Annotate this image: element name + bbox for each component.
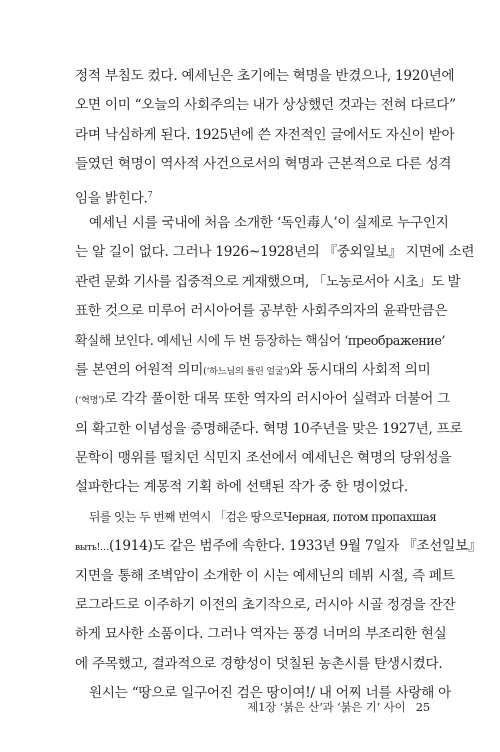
text-line: 원시는 “땅으로 일구어진 검은 땅이여!/ 내 어찌 너를 사랑해 아 xyxy=(89,685,452,702)
chapter-title: ‘붉은 산’과 ‘붉은 기’ 사이 xyxy=(279,700,406,714)
text-line: 는 알 길이 없다. 그러나 1926~1928년의 『중외일보』 지면에 소련 xyxy=(75,244,475,261)
text-line: 에 주목했고, 결과적으로 경향성이 덧칠된 농촌시를 탄생시켰다. xyxy=(75,655,443,672)
text-fragment: 를 본연의 어원적 의미 xyxy=(75,361,204,378)
text-line: 로그라드로 이주하기 이전의 초기작으로, 러시아 시골 정경을 잔잔 xyxy=(75,597,456,614)
text-line: 정적 부침도 컸다. 예세닌은 초기에는 혁명을 반겼으나, 1920년에 xyxy=(75,68,455,84)
text-line: 예세닌 시를 국내에 처음 소개한 ‘독인毒人’이 실제로 누구인지 xyxy=(89,214,449,231)
gloss-note: (‘하느님의 틀린 얼굴’) xyxy=(203,365,290,377)
title-continuation: выть!… xyxy=(75,542,109,554)
text-line: 뒤를 잇는 두 번째 번역시 「검은 땅으로Черная, потом пропахшая xyxy=(89,509,437,524)
chapter-label: 제1장 xyxy=(247,700,277,714)
text-line xyxy=(75,532,482,561)
text-line xyxy=(75,356,435,385)
text-line xyxy=(75,180,435,209)
text-fragment: (1914)도 같은 범주에 속한다. 1933년 9월 7일자 『조선일보』 xyxy=(108,538,482,555)
text-line xyxy=(75,385,451,414)
text-line: 확실해 보인다. 예세닌 시에 두 번 등장하는 핵심어 ‘преображение’ xyxy=(75,333,445,349)
text-line: 관련 문화 기사를 집중적으로 게재했으며, 「노농로서아 시초」도 발 xyxy=(75,273,461,290)
text-fragment: 와 동시대의 사회적 의미 xyxy=(289,361,431,378)
text-fragment: 로 각각 풀이한 대목 또한 역자의 러시아어 실력과 더불어 그 xyxy=(104,391,451,408)
footnote-mark: 7 xyxy=(147,189,153,199)
text-line: 들였던 혁명이 역사적 사건으로서의 혁명과 근본적으로 다른 성격 xyxy=(75,156,452,173)
body-text xyxy=(75,62,482,709)
text-line: 하게 묘사한 소품이다. 그러나 역자는 풍경 너머의 부조리한 현실 xyxy=(75,626,447,643)
text-fragment: 임을 밝힌다. xyxy=(75,190,148,207)
text-line: 오면 이미 “오늘의 사회주의는 내가 상상했던 것과는 전혀 다르다” xyxy=(75,97,456,114)
text-line: 문학이 맹위를 떨치던 식민지 조선에서 예세닌은 혁명의 당위성을 xyxy=(75,450,452,467)
text-line: 설파한다는 계몽적 기획 하에 선택된 작가 중 한 명이었다. xyxy=(75,479,408,496)
text-line: 의 확고한 이념성을 증명해준다. 혁명 10주년을 맞은 1927년, 프로 xyxy=(75,420,463,437)
text-line: 라며 낙심하게 된다. 1925년에 쓴 자전적인 글에서도 자신이 받아 xyxy=(75,126,455,143)
text-line: 지면을 통해 조벽암이 소개한 이 시는 예세닌의 데뷔 시절, 즉 페트 xyxy=(75,567,455,584)
text-line: 표한 것으로 미루어 러시아어를 공부한 사회주의자의 윤곽만큼은 xyxy=(75,303,448,320)
running-footer xyxy=(247,699,430,715)
gloss-note: (‘혁명’) xyxy=(75,395,105,407)
page-number: 25 xyxy=(415,700,430,714)
